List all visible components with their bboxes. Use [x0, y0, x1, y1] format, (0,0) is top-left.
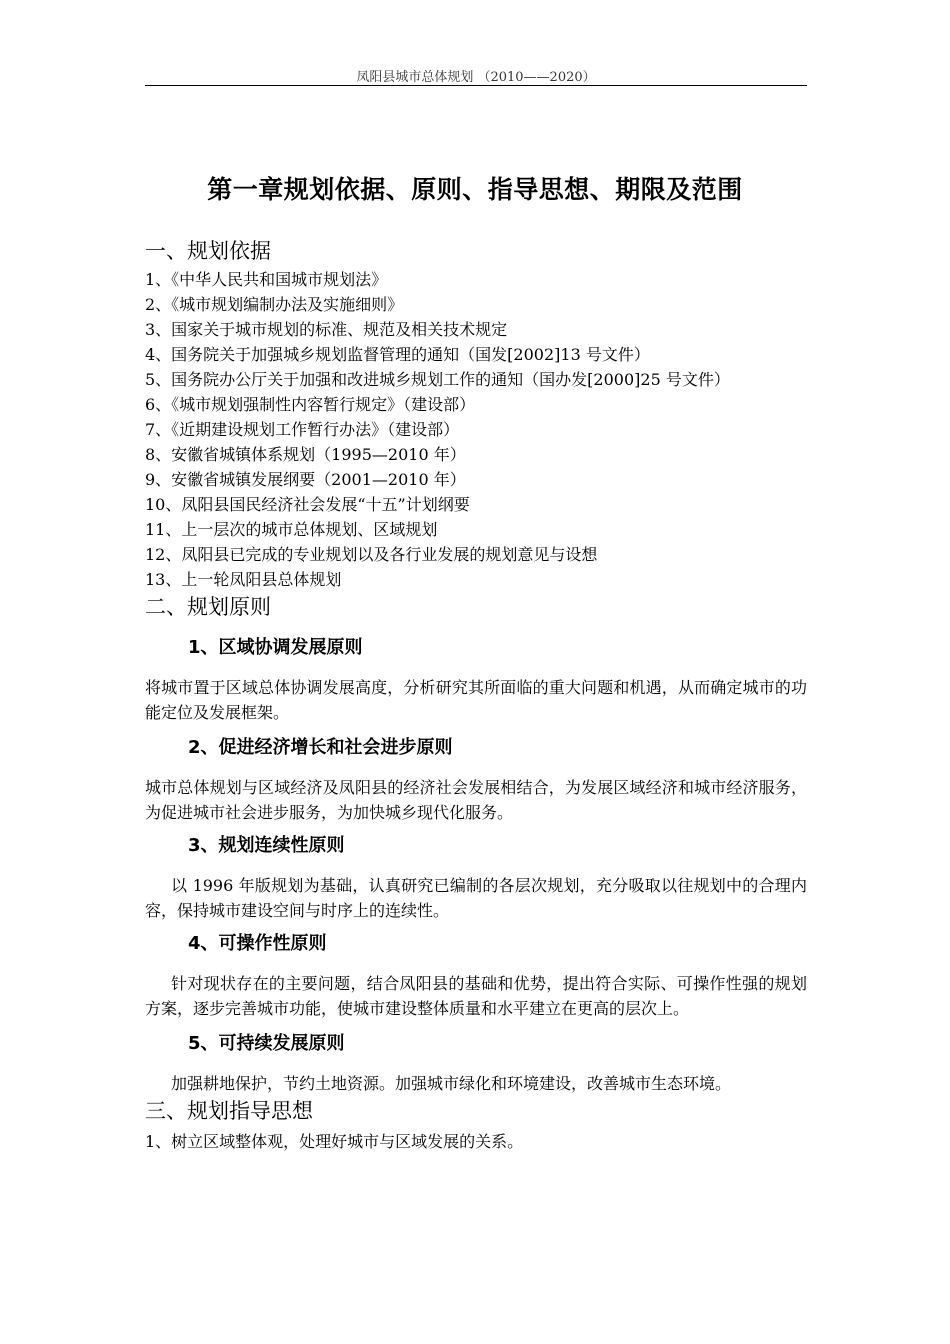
list-item: 12、凤阳县已完成的专业规划以及各行业发展的规划意见与设想	[145, 545, 598, 564]
section-heading-guiding: 三、规划指导思想	[145, 1099, 313, 1123]
header-rule	[145, 85, 807, 86]
principle-text: 将城市置于区域总体协调发展高度，分析研究其所面临的重大问题和机遇，从而确定城市的功能定位及发展框架。	[145, 678, 807, 722]
list-item: 13、上一轮凤阳县总体规划	[145, 570, 342, 589]
principle-title: 2、促进经济增长和社会进步原则	[188, 737, 453, 758]
basis-list	[145, 267, 825, 592]
principle-title: 5、可持续发展原则	[188, 1033, 345, 1054]
principle-text: 以 1996 年版规划为基础，认真研究已编制的各层次规划，充分吸取以往规划中的合理内容，保持城市建设空间与时序上的连续性。	[145, 876, 807, 920]
principle-text: 加强耕地保护，节约土地资源。加强城市绿化和环境建设，改善城市生态环境。	[171, 1074, 732, 1093]
list-item: 8、安徽省城镇体系规划（1995—2010 年）	[145, 445, 466, 464]
running-header: 凤阳县城市总体规划 （2010——2020）	[356, 70, 596, 85]
list-item: 11、上一层次的城市总体规划、区域规划	[145, 520, 438, 539]
principle-title: 1、区域协调发展原则	[188, 637, 363, 658]
document-body	[145, 236, 825, 1154]
list-item: 5、国务院办公厅关于加强和改进城乡规划工作的通知（国办发[2000]25 号文件）	[145, 370, 730, 389]
list-item: 1、《中华人民共和国城市规划法》	[145, 270, 388, 289]
principle-text: 城市总体规划与区域经济及凤阳县的经济社会发展相结合，为发展区域经济和城市经济服务，为促进城市社会进步服务，为加快城乡现代化服务。	[145, 778, 807, 822]
list-item: 6、《城市规划强制性内容暂行规定》（建设部）	[145, 395, 476, 414]
principle-title: 4、可操作性原则	[188, 933, 327, 954]
list-item: 10、凤阳县国民经济社会发展“十五”计划纲要	[145, 495, 470, 514]
list-item: 3、国家关于城市规划的标准、规范及相关技术规定	[145, 320, 508, 339]
section-heading-basis: 一、规划依据	[145, 239, 271, 263]
list-item: 7、《近期建设规划工作暂行办法》（建设部）	[145, 420, 460, 439]
list-item: 4、国务院关于加强城乡规划监督管理的通知（国发[2002]13 号文件）	[145, 345, 650, 364]
list-item: 2、《城市规划编制办法及实施细则》	[145, 295, 404, 314]
principle-text: 针对现状存在的主要问题，结合凤阳县的基础和优势，提出符合实际、可操作性强的规划方案，逐步完善城市功能，使城市建设整体质量和水平建立在更高的层次上。	[145, 974, 807, 1018]
chapter-title: 第一章规划依据、原则、指导思想、期限及范围	[207, 175, 743, 204]
list-item: 9、安徽省城镇发展纲要（2001—2010 年）	[145, 470, 466, 489]
principle-title: 3、规划连续性原则	[188, 835, 345, 856]
section-heading-principles: 二、规划原则	[145, 595, 271, 619]
list-item: 1、树立区域整体观，处理好城市与区域发展的关系。	[145, 1132, 524, 1151]
